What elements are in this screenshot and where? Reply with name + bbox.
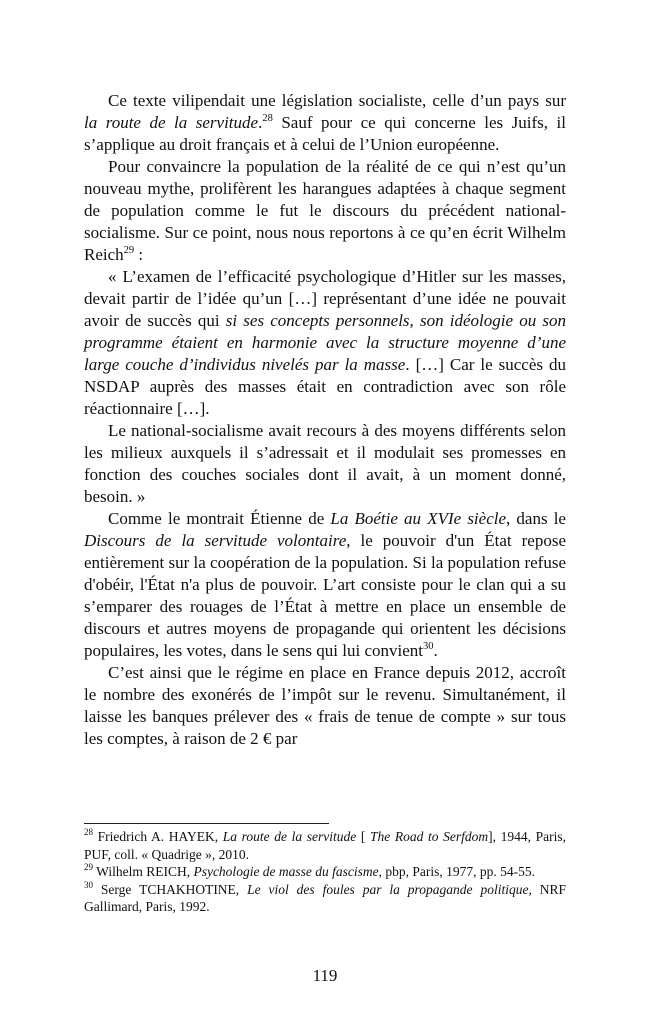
text-run: Ce texte vilipendait une législation socialiste, celle d’un pays sur — [108, 91, 566, 110]
footnote-28 — [84, 828, 566, 863]
footnote-number: 30 — [84, 879, 93, 890]
text-run: ], 1944, Paris, PUF, coll. « Quadrige », 2010. — [84, 829, 566, 862]
paragraph-1 — [84, 90, 566, 156]
footnote-ref: 28 — [262, 113, 273, 124]
text-run: Wilhelm REICH, — [93, 864, 194, 879]
text-run: Pour convaincre la population de la réalité de ce qui n’est qu’un nouveau mythe, prolifèrent les harangues adaptées à chaque segment de population comme le fut le discours du précédent national-socialisme. Sur ce point, nous nous reportons à ce qu’en écrit Wilhelm Reich — [84, 157, 566, 264]
paragraph-4: C’est ainsi que le régime en place en France depuis 2012, accroît le nombre des exonérés de l’impôt sur le revenu. Simultanément, il laisse les banques prélever des « frais de tenue de compte » sur tous les comptes, à raison de 2 € par — [84, 663, 566, 748]
italic-title: Psychologie de masse du fascisme — [193, 864, 379, 879]
italic-title: Le viol des foules par la propagande politique — [247, 881, 529, 897]
italic-title: la route de la servitude — [84, 113, 259, 132]
text-run: Friedrich A. HAYEK, — [93, 829, 223, 844]
footnote-number: 29 — [84, 862, 93, 872]
text-run: . — [258, 113, 263, 132]
footnote-29 — [84, 863, 566, 881]
text-run: « L’examen de l’efficacité psychologique d’Hitler sur les masses, devait partir de l’idée qu’un […] représentant d’une idée ne pouvait avoir de succès qui — [84, 267, 566, 330]
paragraph-2 — [84, 156, 566, 266]
text-run: , pbp, Paris, 1977, pp. 54-55. — [378, 864, 536, 879]
italic-title: La route de la servitude — [222, 829, 357, 844]
paragraph-quote-2: Le national-socialisme avait recours à des moyens différents selon les milieux auxquels il s’adressait et il modulait ses promesses en fonction des couches sociales dont il avait, à un moment donné, besoin. » — [84, 421, 566, 506]
text-run: : — [134, 245, 144, 264]
footnote-ref: 29 — [123, 245, 135, 256]
italic-title: The Road to Serfdom — [370, 829, 489, 844]
footnote-separator — [84, 823, 329, 824]
text-run: , NRF Gallimard, Paris, 1992. — [84, 881, 567, 914]
footnote-ref: 30 — [423, 641, 434, 652]
paragraph-quote-1 — [84, 266, 566, 420]
text-run: Comme le montrait Étienne de — [108, 509, 331, 528]
italic-quote: si ses concepts personnels, son idéologie ou son programme étaient en harmonie avec la structure moyenne d’une large couche d’individus nivelés par la masse — [84, 311, 566, 374]
text-run: . — [433, 641, 438, 660]
text-run: Sauf pour ce qui concerne les Juifs, il s’applique au droit français et à celui de l’Union européenne. — [84, 113, 566, 154]
paragraph-3 — [84, 508, 566, 662]
italic-title: La Boétie au XVIe siècle — [330, 509, 507, 528]
italic-title: Discours de la servitude volontaire — [84, 531, 347, 550]
page-number: 119 — [312, 966, 338, 985]
footnotes — [84, 828, 566, 916]
main-text — [84, 90, 566, 750]
footnote-number: 28 — [84, 827, 93, 837]
text-run: . […] Car le succès du NSDAP auprès des masses était en contradiction avec son rôle réactionnaire […]. — [84, 355, 566, 418]
text-run: , le pouvoir d'un État repose entièrement sur la coopération de la population. Si la population refuse d'obéir, l'État n'a plus de pouvoir. L’art consiste pour le clan qui a su s’emparer des rouages de l’État à mettre en place un ensemble de discours et autres moyens de propagande qui orientent les décisions populaires, les votes, dans le sens qui lui convient — [84, 531, 566, 660]
text-run: , dans le — [506, 509, 566, 528]
page-body — [84, 90, 566, 750]
footnote-30 — [84, 881, 566, 916]
text-run: Serge TCHAKHOTINE, — [93, 881, 248, 897]
text-run: [ — [356, 829, 370, 844]
